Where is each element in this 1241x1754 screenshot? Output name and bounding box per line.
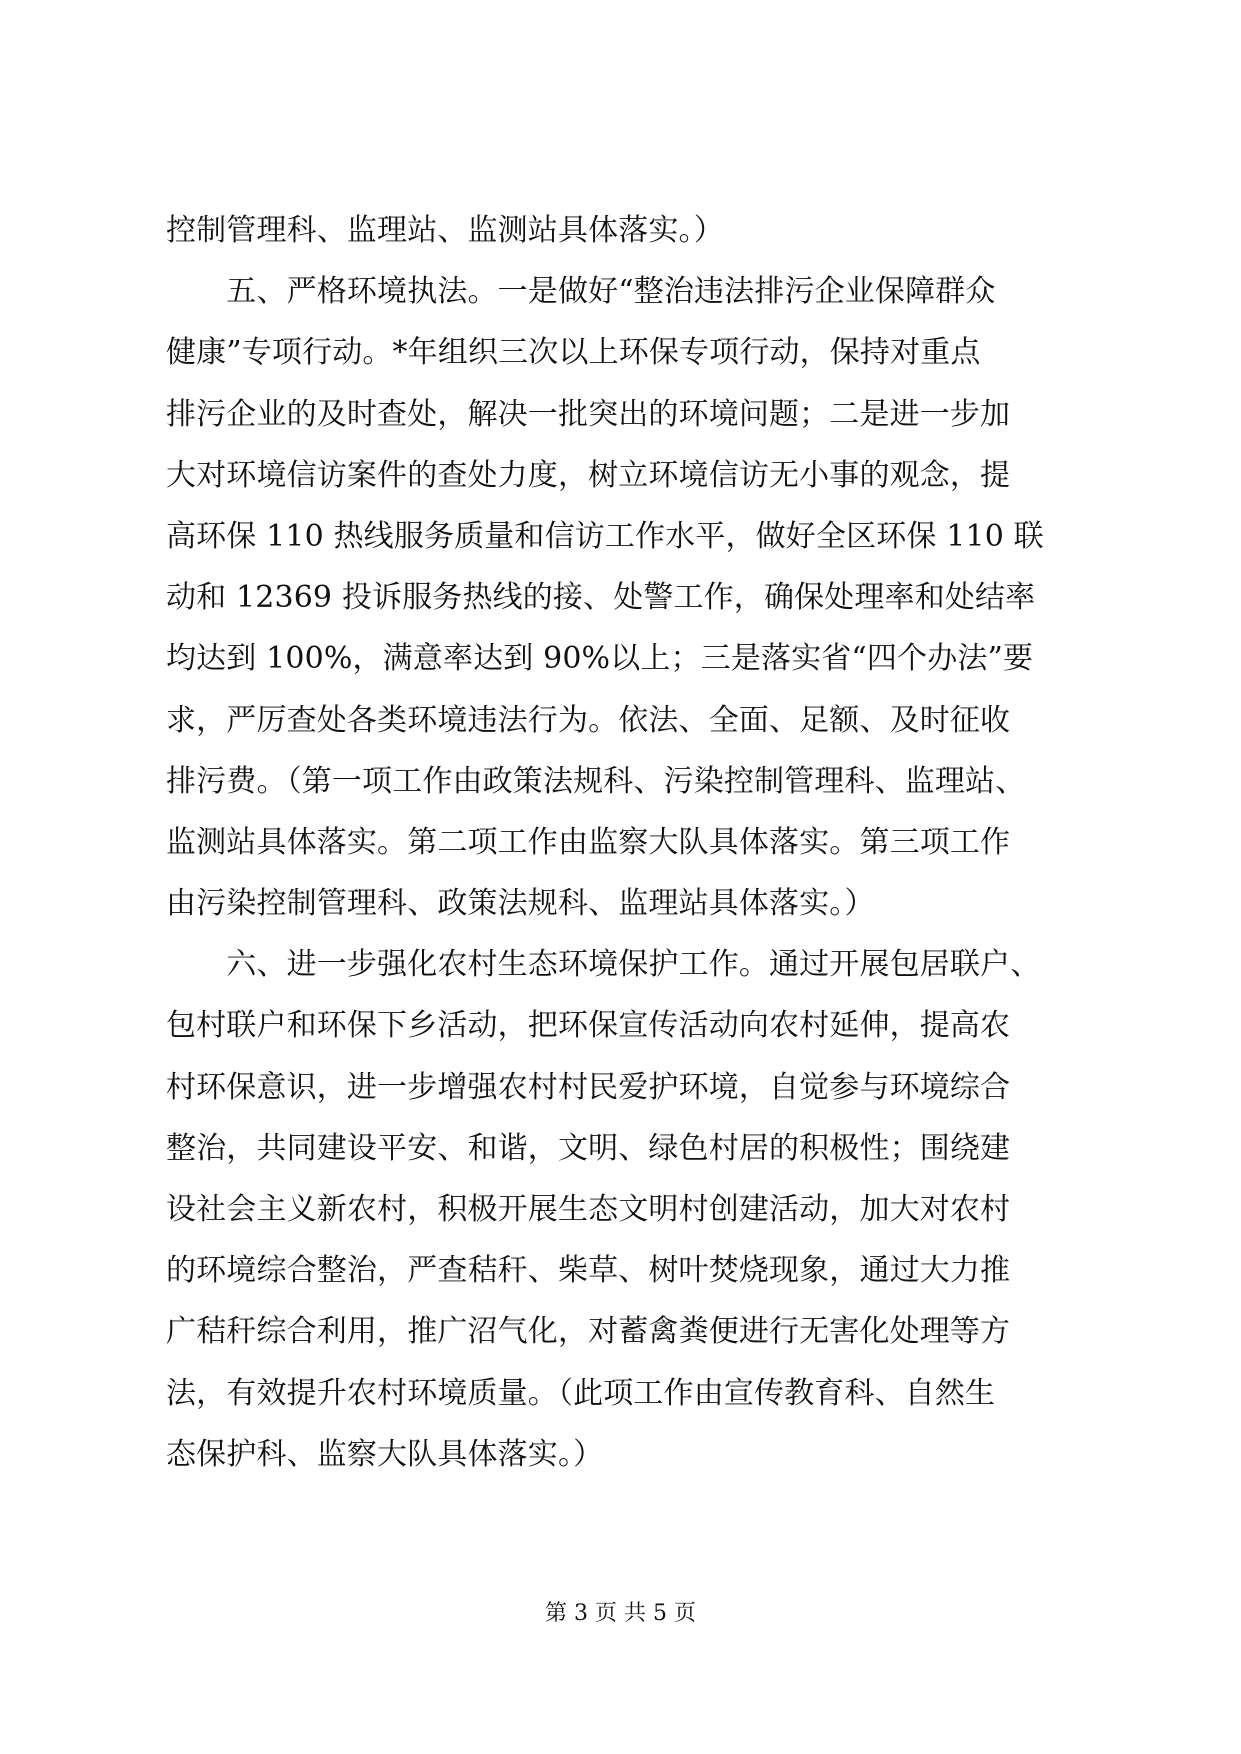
text-line: 高环保 110 热线服务质量和信访工作水平，做好全区环保 110 联 bbox=[166, 518, 1044, 554]
text-line: 五、严格环境执法。一是做好“整治违法排污企业保障群众 bbox=[166, 274, 996, 310]
text-line: 法，有效提升农村环境质量。（此项工作由宣传教育科、自然生 bbox=[166, 1375, 996, 1411]
text-line: 广秸秆综合利用，推广沼气化，对蓄禽粪便进行无害化处理等方 bbox=[166, 1314, 1011, 1350]
document-body bbox=[166, 200, 1076, 1485]
text-line: 村环保意识，进一步增强农村村民爱护环境，自觉参与环境综合 bbox=[166, 1069, 1011, 1105]
text-line: 求，严厉查处各类环境违法行为。依法、全面、足额、及时征收 bbox=[166, 702, 1011, 738]
text-line: 整治，共同建设平安、和谐，文明、绿色村居的积极性；围绕建 bbox=[166, 1130, 1011, 1166]
text-line: 的环境综合整治，严查秸秆、柴草、树叶焚烧现象，通过大力推 bbox=[166, 1253, 1011, 1289]
page-number-footer: 第 3 页 共 5 页 bbox=[545, 1601, 696, 1626]
text-line: 六、进一步强化农村生态环境保护工作。通过开展包居联户、 bbox=[166, 947, 1041, 983]
text-line: 控制管理科、监理站、监测站具体落实。） bbox=[166, 213, 724, 248]
text-line: 排污企业的及时查处，解决一批突出的环境问题；二是进一步加 bbox=[166, 396, 1011, 432]
text-line: 排污费。（第一项工作由政策法规科、污染控制管理科、监理站、 bbox=[166, 763, 1026, 799]
text-line: 健康”专项行动。*年组织三次以上环保专项行动，保持对重点 bbox=[166, 335, 981, 371]
text-line: 设社会主义新农村，积极开展生态文明村创建活动，加大对农村 bbox=[166, 1192, 1011, 1227]
text-line: 态保护科、监察大队具体落实。） bbox=[166, 1436, 604, 1472]
text-line: 由污染控制管理科、政策法规科、监理站具体落实。） bbox=[166, 886, 875, 922]
text-line: 大对环境信访案件的查处力度，树立环境信访无小事的观念，提 bbox=[166, 457, 1011, 493]
text-line: 动和 12369 投诉服务热线的接、处警工作，确保处理率和处结率 bbox=[166, 580, 1036, 616]
text-line: 均达到 100%，满意率达到 90%以上；三是落实省“四个办法”要 bbox=[166, 641, 1034, 677]
text-line: 监测站具体落实。第二项工作由监察大队具体落实。第三项工作 bbox=[166, 824, 1011, 860]
text-line: 包村联户和环保下乡活动，把环保宣传活动向农村延伸，提高农 bbox=[166, 1008, 1011, 1044]
